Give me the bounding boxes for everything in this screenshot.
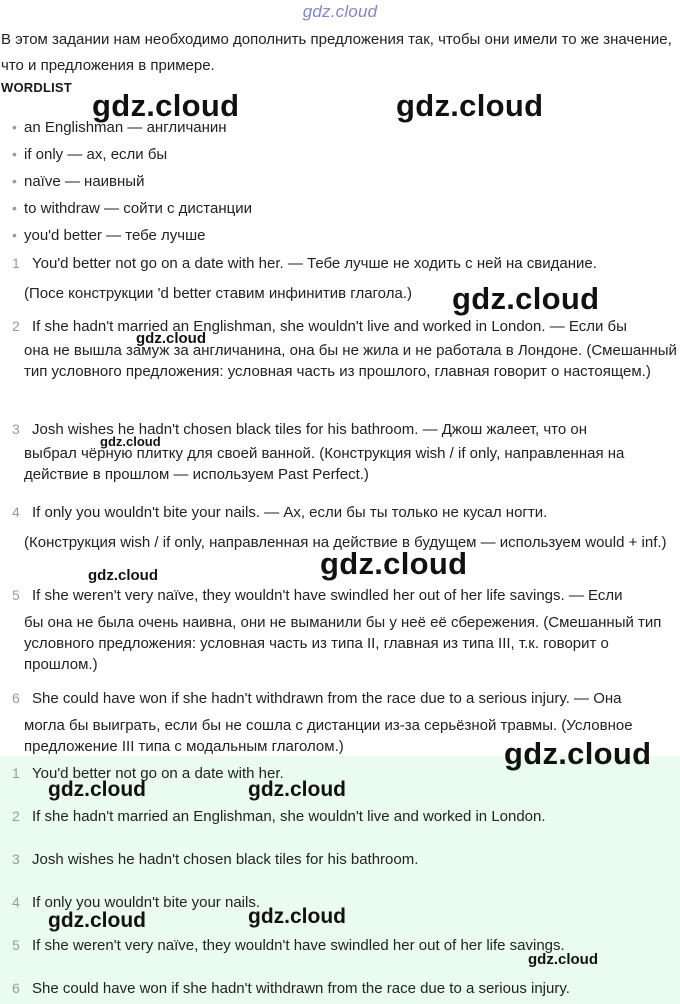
bullet-icon: • [12, 119, 17, 135]
answer-number: 1 [12, 765, 20, 781]
explanation-item [0, 502, 680, 553]
watermark: gdz.cloud [92, 88, 240, 123]
wordlist-item [0, 114, 252, 141]
bullet-icon: • [12, 227, 17, 243]
wordlist-item-text: to withdraw — сойти с дистанции [24, 200, 252, 217]
watermark: gdz.cloud [136, 330, 206, 347]
watermark: gdz.cloud [48, 778, 146, 801]
watermark: gdz.cloud [504, 736, 652, 771]
watermark: gdz.cloud [452, 281, 600, 316]
answer-number: 2 [12, 808, 20, 824]
bullet-icon: • [12, 173, 17, 189]
watermark: gdz.cloud [396, 88, 544, 123]
answer-sentence: If she weren't very naïve, they wouldn't have swindled her out of her life savings. [32, 937, 565, 954]
explanation-item [0, 316, 680, 382]
watermark: gdz.cloud [320, 546, 468, 581]
answer-number: 4 [12, 894, 20, 910]
item-number: 4 [12, 504, 20, 520]
answer-number: 3 [12, 851, 20, 867]
item-sentence: Josh wishes he hadn't chosen black tiles for his bathroom. — Джош жалеет, что он [32, 421, 587, 438]
wordlist-item [0, 195, 252, 222]
wordlist [0, 114, 252, 249]
answer-sentence: She could have won if she hadn't withdrawn from the race due to a serious injury. [32, 980, 570, 997]
answer-item [0, 978, 680, 999]
answer-item [0, 935, 680, 956]
site-logo[interactable]: gdz.cloud [302, 2, 378, 21]
answer-sentence: You'd better not go on a date with her. [32, 765, 284, 782]
answer-item [0, 892, 680, 913]
item-number: 2 [12, 318, 20, 334]
wordlist-item-text: naïve — наивный [24, 173, 145, 190]
item-note: (Посе конструкции 'd better ставим инфинитив глагола.) [24, 285, 412, 302]
watermark: gdz.cloud [48, 909, 146, 932]
item-number: 3 [12, 421, 20, 437]
answer-sentence: If only you wouldn't bite your nails. [32, 894, 260, 911]
answer-item [0, 763, 680, 784]
item-note: могла бы выиграть, если бы не сошла с дистанции из-за серьёзной травмы. (Условное предложение III типа с модальным глаголом.) [24, 717, 633, 755]
item-sentence: She could have won if she hadn't withdrawn from the race due to a serious injury. — Она [32, 690, 622, 707]
explanation-item [0, 419, 680, 485]
item-number: 5 [12, 587, 20, 603]
item-sentence: You'd better not go on a date with her. — Тебе лучше не ходить с ней на свидание. [32, 255, 597, 272]
answer-item [0, 849, 680, 870]
explanation-item [0, 688, 680, 757]
watermark: gdz.cloud [528, 951, 598, 968]
wordlist-item [0, 222, 252, 249]
wordlist-item-text: an Englishman — англичанин [24, 119, 227, 136]
answers-block [0, 756, 680, 1004]
answer-number: 6 [12, 980, 20, 996]
intro-text: В этом задании нам необходимо дополнить предложения так, чтобы они имели то же значение, что и предложения в примере. [1, 31, 672, 74]
item-sentence: If only you wouldn't bite your nails. — Ах, если бы ты только не кусал ногти. [32, 504, 548, 521]
answer-sentence: Josh wishes he hadn't chosen black tiles for his bathroom. [32, 851, 419, 868]
item-number: 6 [12, 690, 20, 706]
item-sentence: If she hadn't married an Englishman, she wouldn't live and worked in London. — Если бы [32, 318, 627, 335]
item-note: она не вышла замуж за англичанина, она бы не жила и не работала в Лондоне. (Смешанный тип условного предложения: условная часть из прошлого, главная говорит о настоящем.) [24, 342, 677, 380]
item-note: (Конструкция wish / if only, направленная на действие в будущем — используем would + inf.) [24, 534, 667, 551]
wordlist-item [0, 168, 252, 195]
bullet-icon: • [12, 146, 17, 162]
item-note: выбрал чёрную плитку для своей ванной. (Конструкция wish / if only, направленная на действие в прошлом — используем Past Perfect.) [24, 445, 625, 483]
wordlist-heading: WORDLIST [1, 80, 72, 95]
wordlist-item-text: you'd better — тебе лучше [24, 227, 206, 244]
wordlist-item-text: if only — ах, если бы [24, 146, 168, 163]
watermark: gdz.cloud [88, 567, 158, 584]
explanation-item [0, 253, 680, 304]
watermark: gdz.cloud [248, 905, 346, 928]
watermark: gdz.cloud [100, 434, 161, 449]
bullet-icon: • [12, 200, 17, 216]
item-note: бы она не была очень наивна, они не выманили бы у неё её сбережения. (Смешанный тип условного предложения: условная часть из типа II, главная из типа III, т.к. говорит о прошлом.) [24, 614, 662, 673]
item-sentence: If she weren't very naïve, they wouldn't have swindled her out of her life savings. — Если [32, 587, 623, 604]
answer-sentence: If she hadn't married an Englishman, she wouldn't live and worked in London. [32, 808, 546, 825]
answer-item [0, 806, 680, 827]
wordlist-item [0, 141, 252, 168]
explanation-item [0, 585, 680, 675]
answer-number: 5 [12, 937, 20, 953]
item-number: 1 [12, 255, 20, 271]
watermark: gdz.cloud [248, 778, 346, 801]
